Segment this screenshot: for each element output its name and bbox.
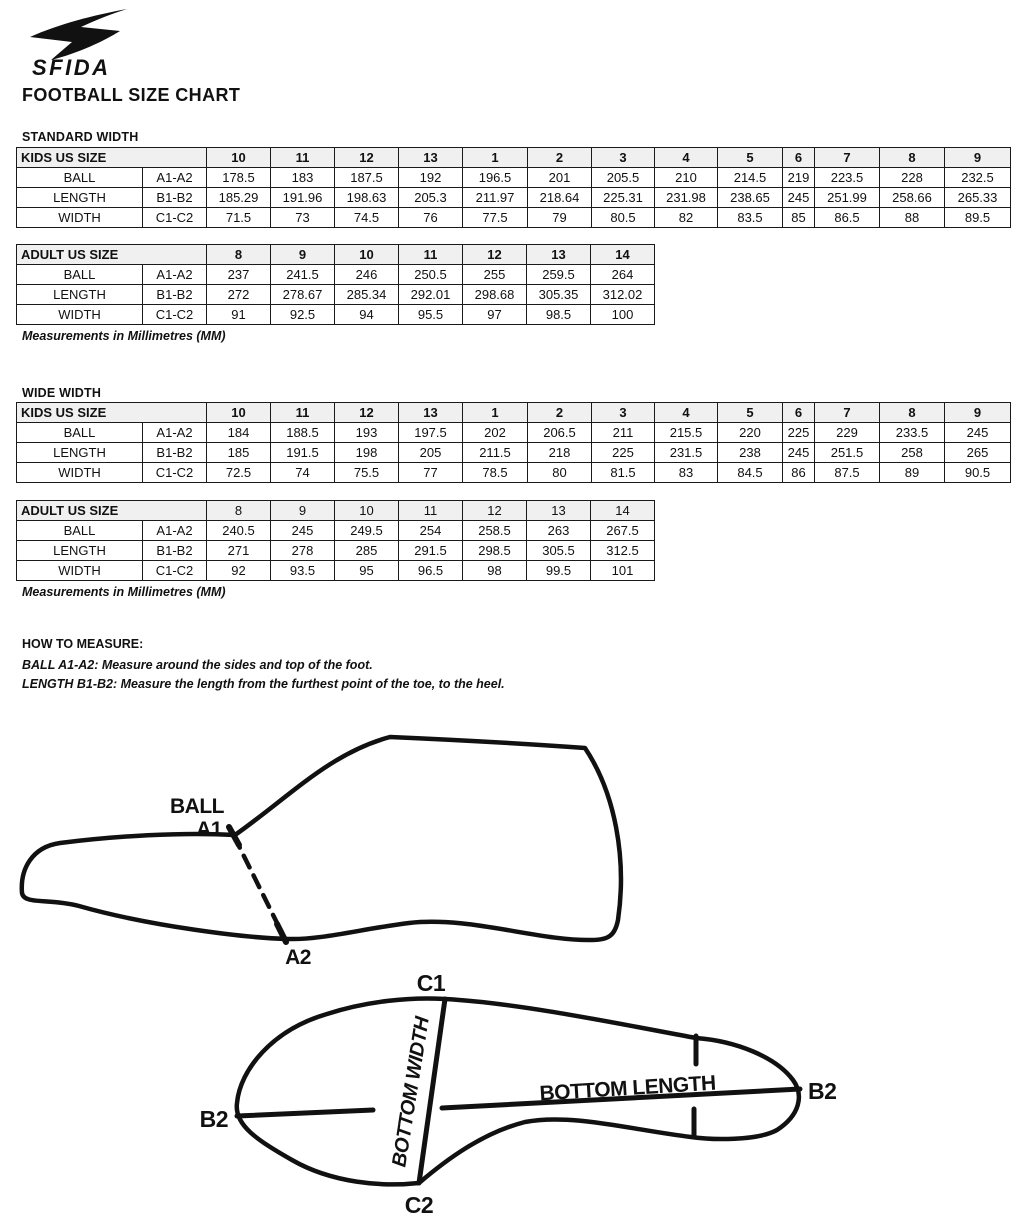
size-column-header: 11: [271, 148, 335, 168]
measure-value: 86.5: [815, 208, 880, 228]
measure-value: 265: [945, 443, 1011, 463]
c1-label: C1: [416, 970, 446, 996]
size-column-header: 10: [335, 245, 399, 265]
measure-code: C1-C2: [143, 463, 207, 483]
size-column-header: 1: [463, 403, 528, 423]
table-row: [17, 265, 655, 285]
wide-kids-size-table: [16, 402, 1011, 483]
measure-value: 178.5: [207, 168, 271, 188]
bottom-length-label: BOTTOM LENGTH: [538, 1071, 717, 1106]
size-column-header: 14: [591, 501, 655, 521]
measure-value: 241.5: [271, 265, 335, 285]
size-column-header: 12: [335, 148, 399, 168]
measure-value: 219: [783, 168, 815, 188]
bottom-length-line-left: [237, 1110, 373, 1116]
how-to-measure-line-length: LENGTH B1-B2: Measure the length from the furthest point of the toe, to the heel.: [22, 676, 505, 691]
table-row: [17, 423, 1011, 443]
measure-value: 101: [591, 561, 655, 581]
brand-wordmark: SFIDA: [32, 55, 111, 80]
measure-label: BALL: [17, 168, 143, 188]
measure-value: 88: [880, 208, 945, 228]
measure-value: 90.5: [945, 463, 1011, 483]
measure-label: BALL: [17, 423, 143, 443]
size-column-header: 5: [718, 403, 783, 423]
table-row: [17, 541, 655, 561]
sfida-bolt-icon: [30, 9, 127, 60]
size-column-header: 13: [527, 501, 591, 521]
measure-value: 267.5: [591, 521, 655, 541]
size-column-header: 6: [783, 148, 815, 168]
side-foot-diagram: [18, 727, 634, 971]
table-row: [17, 443, 1011, 463]
measure-value: 211.5: [463, 443, 528, 463]
size-column-header: 8: [207, 245, 271, 265]
size-column-header: 12: [463, 245, 527, 265]
measure-value: 84.5: [718, 463, 783, 483]
measure-value: 225.31: [592, 188, 655, 208]
measure-value: 285.34: [335, 285, 399, 305]
measure-value: 185.29: [207, 188, 271, 208]
section-heading-standard: STANDARD WIDTH: [22, 130, 139, 144]
measure-value: 89.5: [945, 208, 1011, 228]
measure-value: 255: [463, 265, 527, 285]
measure-value: 100: [591, 305, 655, 325]
measure-value: 96.5: [399, 561, 463, 581]
b2-right-label: B2: [808, 1078, 837, 1104]
measure-value: 198.63: [335, 188, 399, 208]
measure-value: 245: [783, 188, 815, 208]
measure-code: B1-B2: [143, 541, 207, 561]
footnote-standard: Measurements in Millimetres (MM): [22, 329, 226, 343]
measure-value: 278: [271, 541, 335, 561]
size-column-header: 4: [655, 148, 718, 168]
measure-value: 231.5: [655, 443, 718, 463]
measure-value: 205.5: [592, 168, 655, 188]
measure-value: 85: [783, 208, 815, 228]
measure-value: 184: [207, 423, 271, 443]
measure-value: 211: [592, 423, 655, 443]
size-column-header: 12: [463, 501, 527, 521]
a2-label: A2: [285, 946, 311, 969]
measure-value: 240.5: [207, 521, 271, 541]
measure-value: 258.5: [463, 521, 527, 541]
measure-value: 77: [399, 463, 463, 483]
measure-value: 95: [335, 561, 399, 581]
measure-value: 91: [207, 305, 271, 325]
measure-value: 271: [207, 541, 271, 561]
measure-value: 74.5: [335, 208, 399, 228]
size-column-header: 14: [591, 245, 655, 265]
measure-value: 76: [399, 208, 463, 228]
measure-value: 75.5: [335, 463, 399, 483]
measure-value: 225: [592, 443, 655, 463]
size-column-header: 7: [815, 148, 880, 168]
side-foot-outline: [22, 737, 621, 940]
measure-label: LENGTH: [17, 541, 143, 561]
measure-value: 254: [399, 521, 463, 541]
measure-value: 83.5: [718, 208, 783, 228]
measure-value: 82: [655, 208, 718, 228]
page-title: FOOTBALL SIZE CHART: [22, 85, 241, 105]
measure-value: 192: [399, 168, 463, 188]
measure-label: LENGTH: [17, 443, 143, 463]
standard-kids-size-table: [16, 147, 1011, 228]
table-row: [17, 168, 1011, 188]
measure-value: 191.5: [271, 443, 335, 463]
size-column-header: 13: [399, 403, 463, 423]
measure-label: LENGTH: [17, 188, 143, 208]
measure-value: 258.66: [880, 188, 945, 208]
measure-value: 93.5: [271, 561, 335, 581]
c2-label: C2: [404, 1192, 434, 1218]
measure-value: 97: [463, 305, 527, 325]
size-column-header: 8: [880, 148, 945, 168]
size-column-header: 9: [271, 245, 335, 265]
sole-diagram: [180, 963, 872, 1225]
measure-code: C1-C2: [143, 305, 207, 325]
measure-value: 94: [335, 305, 399, 325]
size-column-header: 11: [271, 403, 335, 423]
size-column-header: 3: [592, 148, 655, 168]
measure-value: 250.5: [399, 265, 463, 285]
measure-label: BALL: [17, 521, 143, 541]
measure-code: A1-A2: [143, 521, 207, 541]
size-column-header: 2: [528, 403, 592, 423]
measure-value: 77.5: [463, 208, 528, 228]
measure-code: C1-C2: [143, 561, 207, 581]
measure-value: 196.5: [463, 168, 528, 188]
measure-value: 233.5: [880, 423, 945, 443]
measure-code: A1-A2: [143, 423, 207, 443]
measure-value: 71.5: [207, 208, 271, 228]
measure-value: 245: [783, 443, 815, 463]
measure-value: 79: [528, 208, 592, 228]
measure-value: 218: [528, 443, 592, 463]
measure-value: 251.99: [815, 188, 880, 208]
size-column-header: 11: [399, 501, 463, 521]
table-header-label: ADULT US SIZE: [17, 245, 207, 265]
measure-value: 89: [880, 463, 945, 483]
measure-label: WIDTH: [17, 561, 143, 581]
measure-code: A1-A2: [143, 168, 207, 188]
measure-value: 298.68: [463, 285, 527, 305]
measure-value: 99.5: [527, 561, 591, 581]
table-header-label: ADULT US SIZE: [17, 501, 207, 521]
table-header-label: KIDS US SIZE: [17, 403, 207, 423]
measure-value: 214.5: [718, 168, 783, 188]
measure-value: 245: [945, 423, 1011, 443]
measure-value: 197.5: [399, 423, 463, 443]
measure-value: 73: [271, 208, 335, 228]
measure-value: 183: [271, 168, 335, 188]
measure-value: 211.97: [463, 188, 528, 208]
measure-code: C1-C2: [143, 208, 207, 228]
measure-value: 188.5: [271, 423, 335, 443]
size-column-header: 10: [207, 403, 271, 423]
size-column-header: 4: [655, 403, 718, 423]
measure-value: 312.5: [591, 541, 655, 561]
table-row: [17, 463, 1011, 483]
measure-value: 191.96: [271, 188, 335, 208]
measure-value: 223.5: [815, 168, 880, 188]
measure-value: 72.5: [207, 463, 271, 483]
table-row: [17, 208, 1011, 228]
measure-value: 298.5: [463, 541, 527, 561]
size-column-header: 6: [783, 403, 815, 423]
size-column-header: 1: [463, 148, 528, 168]
size-column-header: 10: [335, 501, 399, 521]
measure-value: 263: [527, 521, 591, 541]
measure-value: 264: [591, 265, 655, 285]
table-row: [17, 188, 1011, 208]
measure-value: 98: [463, 561, 527, 581]
measure-value: 220: [718, 423, 783, 443]
b2-left-label: B2: [199, 1106, 228, 1132]
measure-value: 185: [207, 443, 271, 463]
measure-value: 258: [880, 443, 945, 463]
measure-value: 246: [335, 265, 399, 285]
measure-value: 238.65: [718, 188, 783, 208]
size-column-header: 9: [271, 501, 335, 521]
ball-label: BALL: [170, 795, 224, 818]
size-column-header: 13: [399, 148, 463, 168]
wide-adult-size-table: [16, 500, 655, 581]
ball-measure-dashed-line: [234, 836, 282, 933]
measure-value: 272: [207, 285, 271, 305]
measure-value: 278.67: [271, 285, 335, 305]
measure-value: 87.5: [815, 463, 880, 483]
measure-value: 225: [783, 423, 815, 443]
measure-code: B1-B2: [143, 285, 207, 305]
measure-value: 187.5: [335, 168, 399, 188]
measure-value: 231.98: [655, 188, 718, 208]
measure-value: 215.5: [655, 423, 718, 443]
measure-value: 205: [399, 443, 463, 463]
measure-value: 206.5: [528, 423, 592, 443]
measure-value: 202: [463, 423, 528, 443]
measure-label: WIDTH: [17, 305, 143, 325]
measure-label: WIDTH: [17, 208, 143, 228]
measure-value: 305.5: [527, 541, 591, 561]
size-column-header: 7: [815, 403, 880, 423]
measure-label: BALL: [17, 265, 143, 285]
size-column-header: 9: [945, 148, 1011, 168]
measure-value: 98.5: [527, 305, 591, 325]
how-to-measure: [22, 637, 505, 693]
measure-value: 193: [335, 423, 399, 443]
footnote-wide: Measurements in Millimetres (MM): [22, 585, 226, 599]
measure-code: A1-A2: [143, 265, 207, 285]
size-column-header: 5: [718, 148, 783, 168]
measure-value: 74: [271, 463, 335, 483]
size-column-header: 9: [945, 403, 1011, 423]
table-header-label: KIDS US SIZE: [17, 148, 207, 168]
size-column-header: 12: [335, 403, 399, 423]
measure-value: 291.5: [399, 541, 463, 561]
measure-code: B1-B2: [143, 443, 207, 463]
measure-value: 305.35: [527, 285, 591, 305]
how-to-measure-heading: HOW TO MEASURE:: [22, 637, 144, 651]
measure-code: B1-B2: [143, 188, 207, 208]
measure-value: 81.5: [592, 463, 655, 483]
section-heading-wide: WIDE WIDTH: [22, 386, 102, 400]
bottom-width-label: BOTTOM WIDTH: [388, 1015, 434, 1169]
measure-value: 80: [528, 463, 592, 483]
measure-value: 210: [655, 168, 718, 188]
measure-value: 80.5: [592, 208, 655, 228]
size-column-header: 2: [528, 148, 592, 168]
measure-value: 78.5: [463, 463, 528, 483]
size-column-header: 13: [527, 245, 591, 265]
measure-value: 285: [335, 541, 399, 561]
measure-value: 95.5: [399, 305, 463, 325]
size-column-header: 10: [207, 148, 271, 168]
size-column-header: 8: [880, 403, 945, 423]
measure-value: 237: [207, 265, 271, 285]
measure-value: 198: [335, 443, 399, 463]
size-column-header: 8: [207, 501, 271, 521]
measure-value: 249.5: [335, 521, 399, 541]
measure-value: 238: [718, 443, 783, 463]
table-row: [17, 305, 655, 325]
measure-value: 312.02: [591, 285, 655, 305]
measure-value: 86: [783, 463, 815, 483]
size-column-header: 3: [592, 403, 655, 423]
measure-value: 259.5: [527, 265, 591, 285]
measure-label: WIDTH: [17, 463, 143, 483]
sfida-logo: [24, 5, 142, 81]
measure-value: 232.5: [945, 168, 1011, 188]
measure-value: 92.5: [271, 305, 335, 325]
measure-value: 245: [271, 521, 335, 541]
measure-value: 292.01: [399, 285, 463, 305]
measure-value: 228: [880, 168, 945, 188]
standard-adult-size-table: [16, 244, 655, 325]
how-to-measure-line-ball: BALL A1-A2: Measure around the sides and top of the foot.: [22, 658, 373, 672]
measure-value: 218.64: [528, 188, 592, 208]
size-column-header: 11: [399, 245, 463, 265]
measure-value: 229: [815, 423, 880, 443]
measure-value: 201: [528, 168, 592, 188]
table-row: [17, 285, 655, 305]
table-row: [17, 561, 655, 581]
a1-label: A1: [196, 818, 222, 841]
measure-value: 83: [655, 463, 718, 483]
measure-value: 251.5: [815, 443, 880, 463]
measure-value: 205.3: [399, 188, 463, 208]
measure-value: 265.33: [945, 188, 1011, 208]
measure-label: LENGTH: [17, 285, 143, 305]
measure-value: 92: [207, 561, 271, 581]
table-row: [17, 521, 655, 541]
